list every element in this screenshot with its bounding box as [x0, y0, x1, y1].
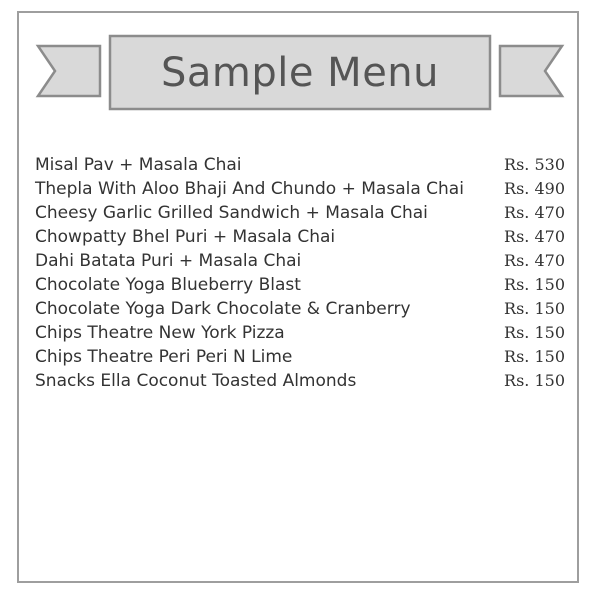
menu-item-name: Snacks Ella Coconut Toasted Almonds	[35, 371, 357, 391]
menu-item	[35, 227, 565, 251]
menu-item	[35, 251, 565, 275]
menu-item-price: Rs. 150	[504, 323, 565, 342]
menu-item	[35, 299, 565, 323]
banner-right-tail	[500, 46, 562, 96]
page-title: Sample Menu	[160, 49, 440, 96]
menu-item-price: Rs. 470	[504, 251, 565, 270]
menu-item-name: Thepla With Aloo Bhaji And Chundo + Masala Chai	[35, 179, 464, 199]
menu-item-name: Chips Theatre Peri Peri N Lime	[35, 347, 293, 367]
menu-item-name: Chips Theatre New York Pizza	[35, 323, 285, 343]
banner-left-tail	[38, 46, 100, 96]
menu-item	[35, 347, 565, 371]
menu-item	[35, 155, 565, 179]
menu-item-price: Rs. 470	[504, 203, 565, 222]
menu-item-price: Rs. 150	[504, 299, 565, 318]
menu-item-price: Rs. 150	[504, 275, 565, 294]
menu-item-price: Rs. 490	[504, 179, 565, 198]
menu-item-price: Rs. 150	[504, 371, 565, 390]
menu-list	[35, 155, 565, 395]
menu-item	[35, 371, 565, 395]
menu-item-price: Rs. 150	[504, 347, 565, 366]
menu-item-price: Rs. 530	[504, 155, 565, 174]
menu-item	[35, 179, 565, 203]
menu-item-name: Chocolate Yoga Dark Chocolate & Cranberry	[35, 299, 411, 319]
menu-item	[35, 275, 565, 299]
menu-item	[35, 203, 565, 227]
menu-item-price: Rs. 470	[504, 227, 565, 246]
menu-item-name: Chowpatty Bhel Puri + Masala Chai	[35, 227, 336, 247]
menu-item-name: Chocolate Yoga Blueberry Blast	[35, 275, 301, 295]
menu-item-name: Dahi Batata Puri + Masala Chai	[35, 251, 302, 271]
menu-item-name: Cheesy Garlic Grilled Sandwich + Masala Chai	[35, 203, 428, 223]
menu-item	[35, 323, 565, 347]
menu-item-name: Misal Pav + Masala Chai	[35, 155, 242, 175]
